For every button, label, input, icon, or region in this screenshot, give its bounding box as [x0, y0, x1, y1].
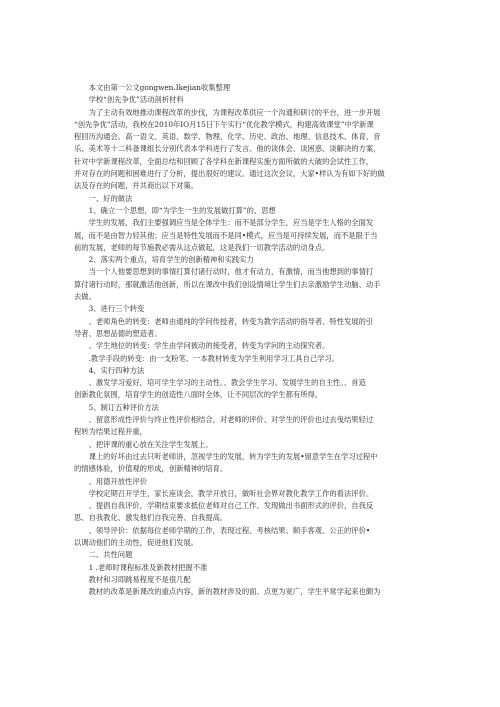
text-line: 去做。 — [74, 292, 96, 302]
text-line: 学生的发展，我们主要强调应当是全体学生：而不是部分学生，应当是学生人格的全面发 — [88, 218, 374, 228]
text-line: 1 .老师时课程标准及新教材把握不准 — [88, 562, 208, 572]
text-line: 针对中学新课程改革，全面总结和回顾了各学科在新课程实施方面所做的大破的会试性工作， — [74, 156, 374, 166]
text-line: 以调动他们的主动性，促进他们发展。 — [74, 537, 199, 547]
text-line: 并对存在的问题和困难进行了分析，提出很好的建议。通过这次会议，大家•样认为有如下好的做 — [74, 169, 385, 179]
text-line: 、学生地位的转变：学生由学问被动的接受者，转变为学问的主动探究者。 — [88, 341, 330, 351]
text-line: 教材和习即跳易程度不是很几配 — [88, 574, 191, 584]
text-line: 、用德开放性评价 — [88, 476, 147, 486]
text-line: 为了主动有效地推动课程改革的步伐，为课程改革供应一个沟通和研讨的平台，进一步开展 — [88, 107, 381, 117]
text-line: “创先争优”活动，我校在2010年IO月15日下午实行“优化教学模式，构建高效课堂”中学新课 — [74, 119, 374, 129]
text-line: 程回历沟通会。高一语文、英语、数学、物理、化学、历史、政治、地理、信息技术、体育、音 — [74, 132, 381, 142]
text-line: 一、好的做法 — [88, 193, 133, 203]
text-line: 思、自我教化、激发他们自我完善、自我提高。 — [74, 513, 228, 523]
text-line: 1、确立一个思想，即“为学生一生的发展做打算”的、思想 — [88, 205, 276, 215]
text-line: 课上的好坏由过去只听老师讲，忽视学生的发展，转为学生的发展•留意学生在学习过程中 — [88, 451, 378, 461]
text-line: 、提倡自我评价，学期结束要求抵位老师对自己工作、发现做出书面形式的评价，自我反 — [88, 501, 374, 511]
text-line: .教学手段的转变：由一支粉笔、一本教材转变为学生利用学习工具自己学习。 — [88, 353, 340, 363]
text-line: 导者、思想品德的塑造者。 — [74, 328, 162, 338]
text-line: 、激发学习爱好，培可学生学习的主动性。、教会学生学习、发展学生的自主性。、首造 — [88, 378, 366, 388]
text-line: 程转为结果过程并重， — [74, 427, 147, 437]
text-line: 乐、美术等十二科备课组长分别代表本学科进行了发言。他的谈体会、谈困惑、谈解决的方案， — [74, 144, 381, 154]
text-line: 二、共性问题 — [88, 550, 133, 560]
text-line: 教材的改革是新课改的重点内容，新的教材涉及的面、点更为宽广，学生平常学起来也颇为 — [88, 587, 381, 597]
text-line: 、领导评价：依据每位老师学期的工作，表现过程、考核结果、顺手客观、公正的评价• — [88, 525, 371, 535]
text-line: 、把评课的重心放在关注学生发展上。 — [88, 439, 213, 449]
text-line: 、留意形成性评价与终止性评价相结合，对老师的评价、对学生的评价也过去曳结果轻过 — [88, 415, 374, 425]
text-line: 、老师角色的转变：老师由通纯的学问传授者，转变为教学活动的指导者、特性发展的引 — [88, 316, 374, 326]
text-line: 5、制订五种评价方法 — [88, 402, 159, 412]
text-line: 2、落实两个重点，培育学生的创新精神和实践实力 — [88, 255, 254, 265]
text-line: 3、进行三个转变 — [88, 304, 145, 314]
text-line: 当一个人他要思想到的事情打算付诸行动时，他才有动力，有激情，而当他想到的事情打 — [88, 267, 374, 277]
text-line: 学校“创先争优”活动剖析材料 — [88, 95, 184, 105]
text-line: 本文由第一公文gongwen.Ikejian收集整理 — [88, 83, 231, 92]
text-line: 展，而不是由智力轻其他；应当是特性发展而不是同•模式，应当是可持续发展，而不是限于当 — [74, 230, 378, 240]
text-line: 算付诸行动时，那就激活他创新，所以在课改中我们创设情境让学生们去亲激励学生动脑、动手 — [74, 279, 381, 289]
text-line: 创新教化氛围，培育学生的创造性八面时全体，让不同层次的学生都有所得。 — [74, 390, 323, 400]
text-line: 学校定期召开学生，家长座谈会，教学开放日，做听社会界对教化教学工作的看法评价。 — [88, 488, 374, 498]
text-line: 前的发展，老师的每节施教必需从这点做起，这是我们一切教学活动的动身点。 — [74, 242, 330, 252]
text-line: 的情感体验，价值观的形成，创新精神的培育。 — [74, 464, 228, 474]
text-line: 法及存在的问题，并共商出以下对策。 — [74, 181, 199, 191]
text-line: 4、实行四种方法 — [88, 365, 145, 375]
